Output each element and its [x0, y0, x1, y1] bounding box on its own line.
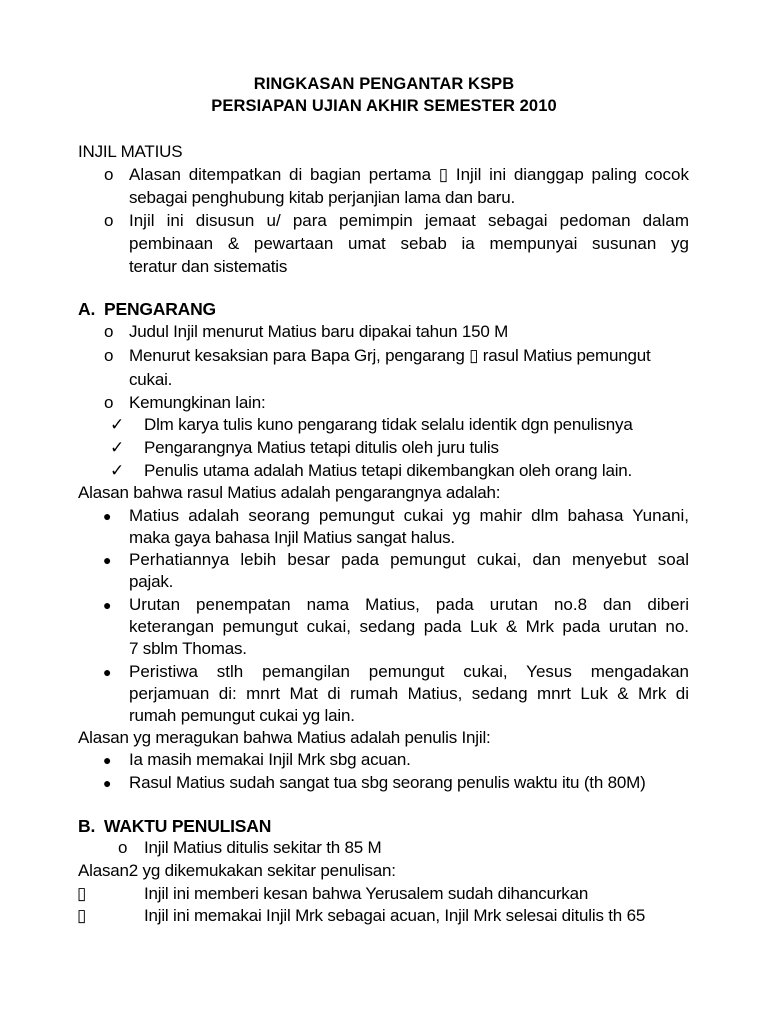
- reason-3-line-1: Urutan penempatan nama Matius, pada urutan no.8 dan diberi: [129, 595, 689, 614]
- reason-4-line-1: Peristiwa stlh pemangilan pemungut cukai, Yesus mengadakan: [129, 662, 689, 681]
- section-b-reason-1: Injil ini memberi kesan bahwa Yerusalem sudah dihancurkan: [144, 884, 589, 903]
- circle-bullet-icon: o: [104, 211, 114, 230]
- reason-4-line-2: perjamuan di: mnrt Mat di rumah Matius, sedang mnrt Luk & Mrk di: [129, 684, 689, 703]
- bullet-icon: ●: [103, 552, 112, 568]
- intro-item-1-line-2: sebagai penghubung kitab perjanjian lama dan baru.: [129, 188, 516, 207]
- bullet-icon: ●: [103, 597, 112, 613]
- reason-2-line-1: Perhatiannya lebih besar pada pemungut cukai, dan menyebut soal: [129, 550, 689, 569]
- circle-bullet-icon: o: [104, 393, 114, 412]
- intro-item-2-line-2: pembinaan & pewartaan umat sebab ia mempunyai susunan yg: [129, 234, 689, 253]
- circle-bullet-icon: o: [104, 322, 114, 341]
- checkmark-icon: ✓: [110, 461, 125, 480]
- check-item-2: Pengarangnya Matius tetapi ditulis oleh juru tulis: [144, 438, 499, 457]
- circle-bullet-icon: o: [104, 346, 114, 365]
- document-title-line-2: PERSIAPAN UJIAN AKHIR SEMESTER 2010: [211, 97, 557, 115]
- reason-1-line-1: Matius adalah seorang pemungut cukai yg mahir dlm bahasa Yunani,: [129, 506, 689, 525]
- check-item-3: Penulis utama adalah Matius tetapi dikembangkan oleh orang lain.: [144, 461, 633, 480]
- intro-heading: INJIL MATIUS: [78, 142, 183, 161]
- section-a-heading: PENGARANG: [104, 299, 216, 319]
- circle-bullet-icon: o: [104, 165, 114, 184]
- missing-glyph-icon: ▯: [77, 884, 87, 903]
- doubt-1: Ia masih memakai Injil Mrk sbg acuan.: [129, 750, 411, 769]
- reason-3-line-3: 7 sblm Thomas.: [129, 639, 247, 658]
- reason-4-line-3: rumah pemungut cukai yg lain.: [129, 706, 355, 725]
- reason-1-line-2: maka gaya bahasa Injil Matius sangat halus.: [129, 528, 455, 547]
- intro-item-2-line-1: Injil ini disusun u/ para pemimpin jemaat sebagai pedoman dalam: [129, 211, 689, 230]
- document-title-line-1: RINGKASAN PENGANTAR KSPB: [253, 75, 515, 93]
- circle-bullet-icon: o: [118, 838, 128, 857]
- reasons-heading: Alasan bahwa rasul Matius adalah pengarangnya adalah:: [78, 483, 501, 502]
- section-a-label: A.: [78, 299, 96, 319]
- section-b-reason-2: Injil ini memakai Injil Mrk sebagai acuan, Injil Mrk selesai ditulis th 65: [144, 906, 646, 925]
- bullet-icon: ●: [103, 664, 112, 680]
- section-a-item-1: Judul Injil menurut Matius baru dipakai tahun 150 M: [129, 322, 509, 341]
- section-b-item: Injil Matius ditulis sekitar th 85 M: [144, 838, 382, 857]
- section-a-item-2-line-1: Menurut kesaksian para Bapa Grj, pengarang ▯ rasul Matius pemungut: [129, 346, 651, 365]
- doubts-heading: Alasan yg meragukan bahwa Matius adalah penulis Injil:: [78, 728, 491, 747]
- checkmark-icon: ✓: [110, 438, 125, 457]
- section-a-item-2-line-2: cukai.: [129, 370, 173, 389]
- missing-glyph-icon: ▯: [77, 906, 87, 925]
- section-a-item-3: Kemungkinan lain:: [129, 393, 266, 412]
- reason-2-line-2: pajak.: [129, 572, 174, 591]
- doubt-2: Rasul Matius sudah sangat tua sbg seorang penulis waktu itu (th 80M): [129, 773, 646, 792]
- reason-3-line-2: keterangan pemungut cukai, sedang pada Luk & Mrk pada urutan no.: [129, 617, 689, 636]
- check-item-1: Dlm karya tulis kuno pengarang tidak selalu identik dgn penulisnya: [144, 415, 633, 434]
- checkmark-icon: ✓: [110, 415, 125, 434]
- bullet-icon: ●: [103, 775, 112, 791]
- section-b-heading: WAKTU PENULISAN: [104, 816, 272, 836]
- section-b-reasons-heading: Alasan2 yg dikemukakan sekitar penulisan:: [78, 861, 396, 880]
- intro-item-2-line-3: teratur dan sistematis: [129, 257, 288, 276]
- bullet-icon: ●: [103, 752, 112, 768]
- section-b-label: B.: [78, 816, 96, 836]
- intro-item-1-line-1: Alasan ditempatkan di bagian pertama ▯ Injil ini dianggap paling cocok: [129, 165, 689, 184]
- bullet-icon: ●: [103, 508, 112, 524]
